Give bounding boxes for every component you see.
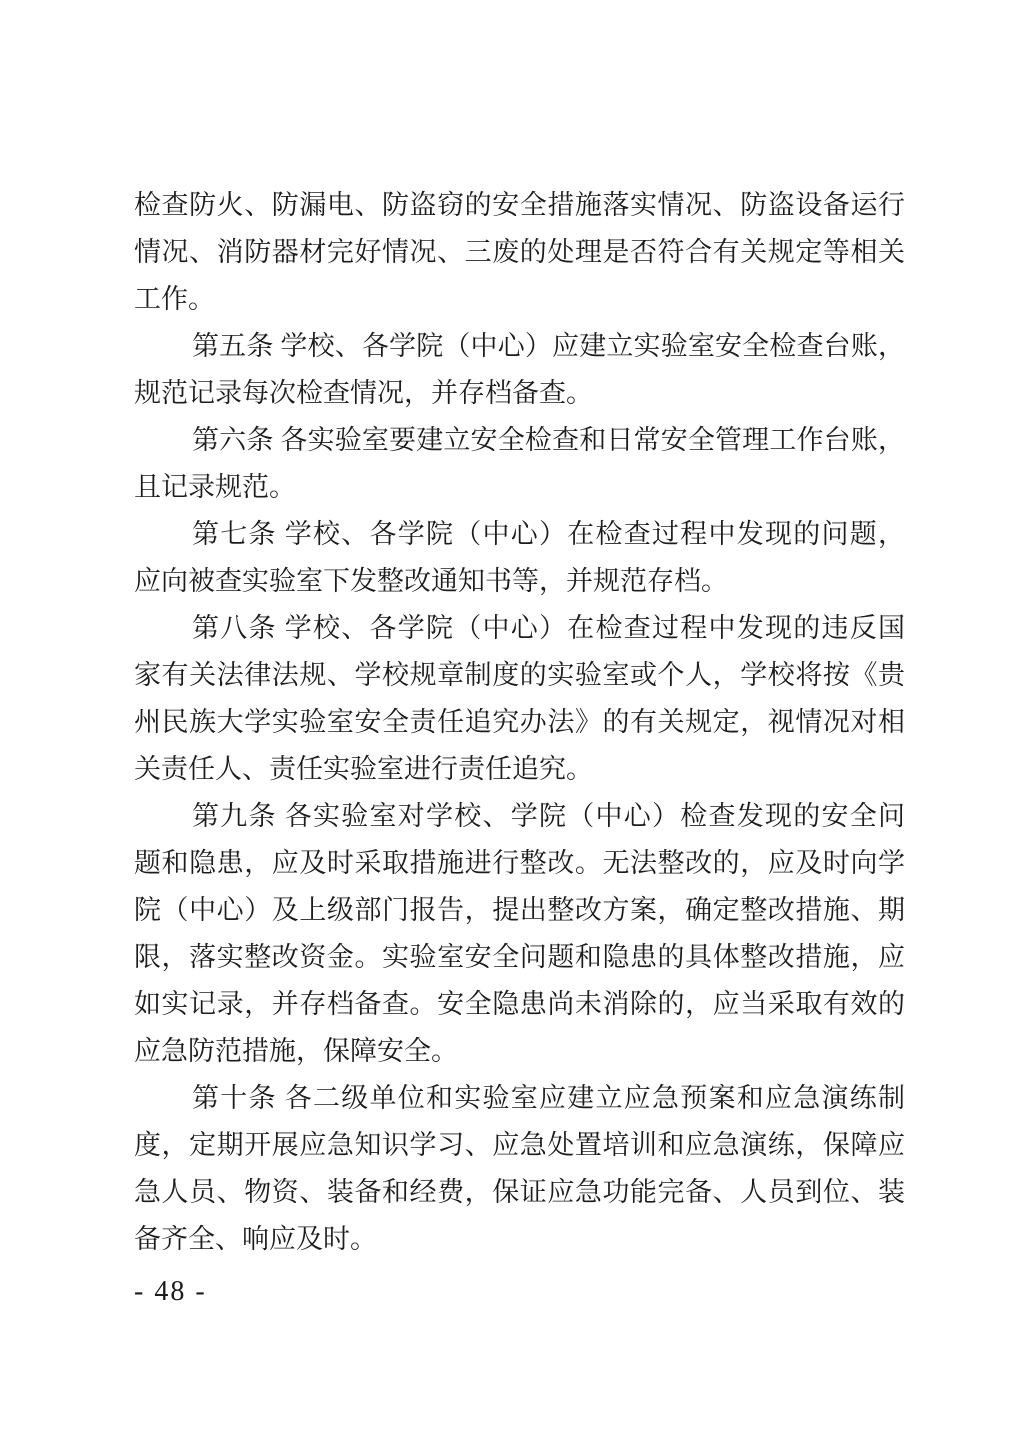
text-line: 家有关法律法规、学校规章制度的实验室或个人，学校将按《贵 bbox=[134, 660, 905, 690]
text-line: 院（中心）及上级部门报告，提出整改方案，确定整改措施、期 bbox=[134, 895, 905, 925]
text-line: 题和隐患，应及时采取措施进行整改。无法整改的，应及时向学 bbox=[134, 848, 905, 878]
text-line: 工作。 bbox=[134, 284, 215, 314]
text-line: 备齐全、响应及时。 bbox=[134, 1224, 377, 1254]
text-line: 且记录规范。 bbox=[134, 472, 296, 502]
text-line: 检查防火、防漏电、防盗窃的安全措施落实情况、防盗设备运行 bbox=[134, 190, 905, 220]
text-line: 应向被查实验室下发整改通知书等，并规范存档。 bbox=[134, 566, 728, 596]
text-line: 情况、消防器材完好情况、三废的处理是否符合有关规定等相关 bbox=[134, 237, 905, 267]
text-line: 州民族大学实验室安全责任追究办法》的有关规定，视情况对相 bbox=[134, 707, 905, 737]
text-line: 度，定期开展应急知识学习、应急处置培训和应急演练，保障应 bbox=[134, 1130, 905, 1160]
text-line: 第十条 各二级单位和实验室应建立应急预案和应急演练制 bbox=[192, 1083, 905, 1113]
text-line: 如实记录，并存档备查。安全隐患尚未消除的，应当采取有效的 bbox=[134, 989, 905, 1019]
text-line: 应急防范措施，保障安全。 bbox=[134, 1036, 458, 1066]
text-line: 限，落实整改资金。实验室安全问题和隐患的具体整改措施，应 bbox=[134, 942, 905, 972]
document-body bbox=[134, 182, 905, 1263]
text-line: 关责任人、责任实验室进行责任追究。 bbox=[134, 754, 593, 784]
text-line: 急人员、物资、装备和经费，保证应急功能完备、人员到位、装 bbox=[134, 1177, 905, 1207]
page-number: - 48 - bbox=[134, 1276, 207, 1307]
text-line: 第八条 学校、各学院（中心）在检查过程中发现的违反国 bbox=[192, 613, 905, 643]
text-line: 第五条 学校、各学院（中心）应建立实验室安全检查台账， bbox=[192, 331, 905, 361]
text-line: 第六条 各实验室要建立安全检查和日常安全管理工作台账， bbox=[192, 425, 905, 455]
text-line: 第九条 各实验室对学校、学院（中心）检查发现的安全问 bbox=[192, 801, 905, 831]
text-line: 规范记录每次检查情况，并存档备查。 bbox=[134, 378, 593, 408]
text-line: 第七条 学校、各学院（中心）在检查过程中发现的问题， bbox=[192, 519, 905, 549]
